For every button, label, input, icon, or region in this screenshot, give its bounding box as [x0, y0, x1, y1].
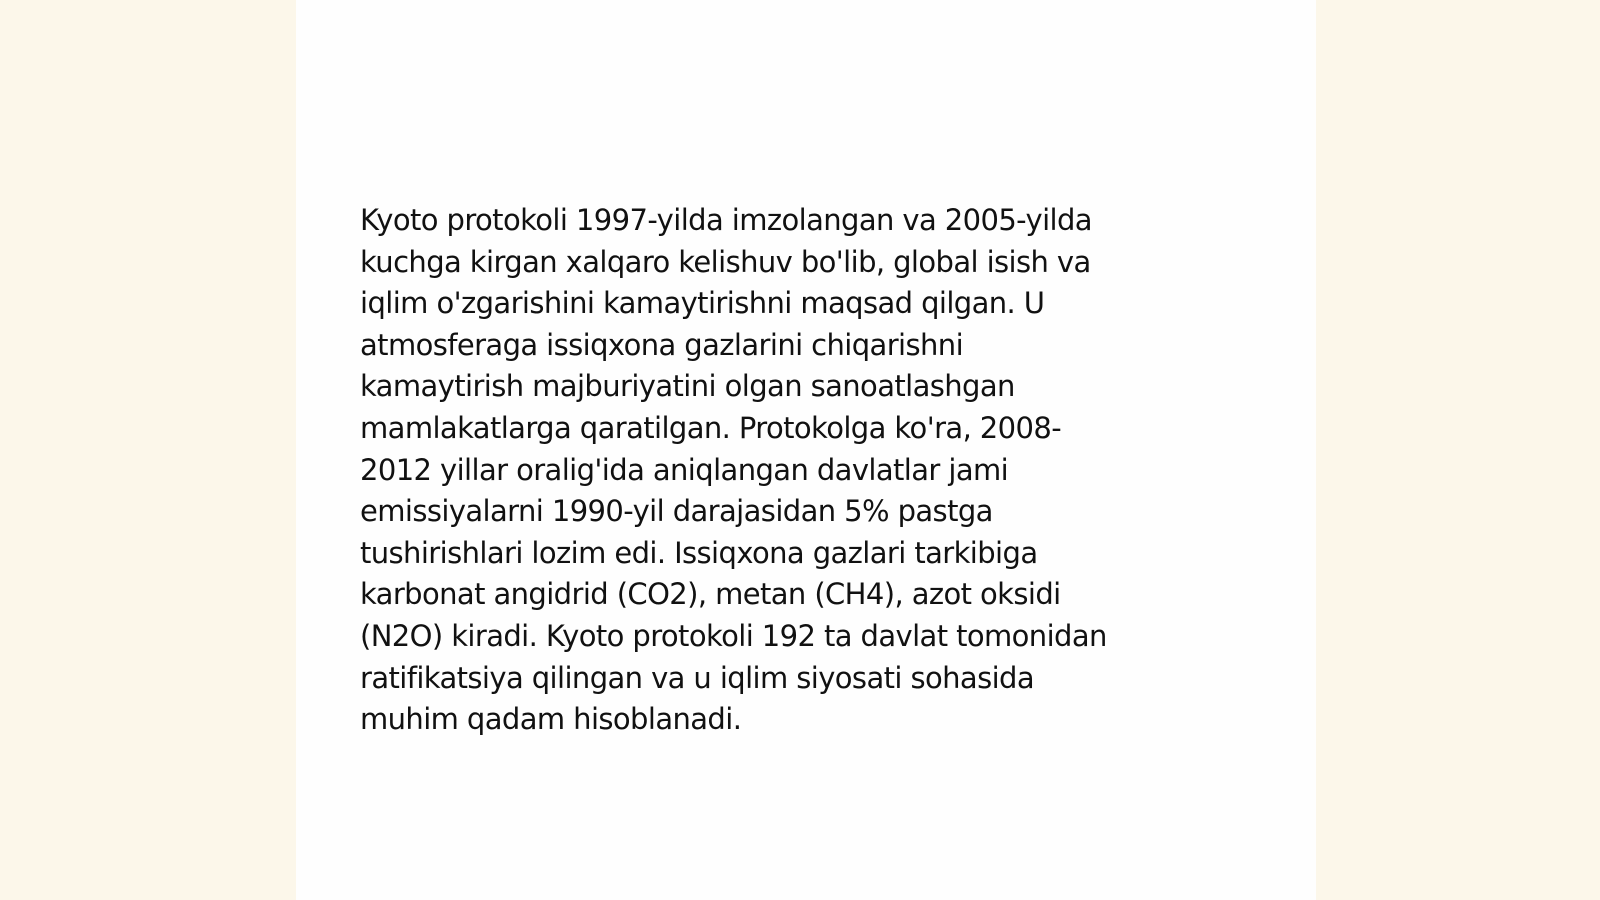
document-page: [296, 0, 1316, 900]
body-paragraph: Kyoto protokoli 1997-yilda imzolangan va 2005-yilda kuchga kirgan xalqaro kelishuv bo'lib, global isish va iqlim o'zgarishini kamaytirishni maqsad qilgan. U atmosferaga issiqxona gazlarini chiqarishni kamaytirish majburiyatini olgan sanoatlashgan mamlakatlarga qaratilgan. Protokolga ko'ra, 2008- 2012 yillar oralig'ida aniqlangan davlatlar jami emissiyalarni 1990-yil darajasidan 5% pastga tushirishlari lozim edi. Issiqxona gazlari tarkibiga karbonat angidrid (CO2), metan (CH4), azot oksidi (N2O) kiradi. Kyoto protokoli 192 ta davlat tomonidan ratifikatsiya qilingan va u iqlim siyosati sohasida muhim qadam hisoblanadi.: [360, 203, 1107, 737]
right-margin: [1316, 0, 1600, 900]
left-margin: [0, 0, 296, 900]
